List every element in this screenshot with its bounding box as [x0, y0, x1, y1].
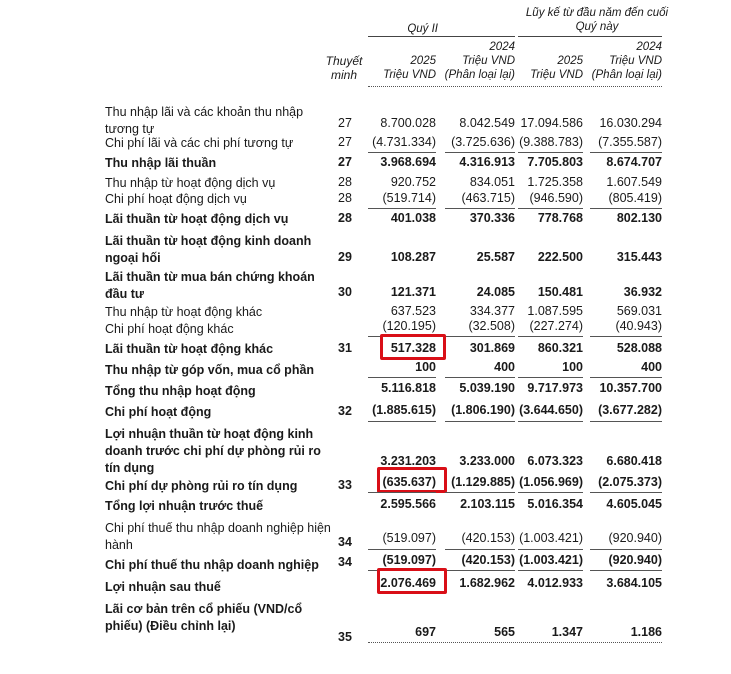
row-value: (3.644.650) — [519, 403, 583, 417]
row-value: 100 — [415, 360, 436, 374]
row-value: (9.388.783) — [519, 135, 583, 149]
row-value: 2.595.566 — [380, 497, 436, 511]
row-label: Thu nhập từ góp vốn, mua cổ phần — [105, 363, 315, 377]
row-value: 637.523 — [390, 304, 436, 318]
row-note: 34 — [338, 555, 352, 569]
row-value: 697 — [415, 625, 436, 639]
subtotal-rule — [445, 421, 515, 422]
row-value: (946.590) — [529, 191, 583, 205]
row-value: 3.233.000 — [459, 454, 515, 468]
subtotal-rule — [590, 421, 662, 422]
row-value: 6.680.418 — [606, 454, 662, 468]
subtotal-rule — [445, 549, 515, 550]
col3-unit: Triệu VND — [530, 69, 583, 81]
row-value: (1.003.421) — [519, 553, 583, 567]
col4-unit: Triệu VND — [609, 55, 662, 67]
row-note: 28 — [338, 211, 352, 225]
subtotal-rule — [445, 570, 515, 571]
row-value: 16.030.294 — [599, 116, 662, 130]
row-value: (1.056.969) — [519, 475, 583, 489]
row-label: Chi phí thuế thu nhập doanh nghiệp hiện hành — [105, 521, 331, 552]
row-value: 36.932 — [623, 285, 662, 299]
row-value: 1.607.549 — [606, 175, 662, 189]
row-value: 1.087.595 — [527, 304, 583, 318]
col2-restated: (Phân loại lại) — [444, 69, 515, 81]
subtotal-rule — [518, 549, 583, 550]
row-value: (920.940) — [608, 553, 662, 567]
row-value: 565 — [494, 625, 515, 639]
row-value: 334.377 — [469, 304, 515, 318]
row-label: Lợi nhuận thuần từ hoạt động kinh doanh trước chi phí dự phòng rủi ro tín dụng — [105, 427, 321, 475]
row-value: (2.075.373) — [598, 475, 662, 489]
subtotal-rule — [368, 208, 436, 209]
row-label: Thu nhập từ hoạt động dịch vụ — [105, 176, 276, 190]
row-value: (1.003.421) — [519, 531, 583, 545]
highlight-box — [377, 467, 447, 493]
row-value: (519.714) — [382, 191, 436, 205]
row-value: 100 — [562, 360, 583, 374]
row-value: (120.195) — [382, 319, 436, 333]
row-value: 7.705.803 — [527, 155, 583, 169]
row-note: 34 — [338, 535, 352, 549]
row-value: 802.130 — [616, 211, 662, 225]
row-value: (635.637) — [382, 475, 436, 489]
col1-unit: Triệu VND — [383, 69, 436, 81]
row-value: 108.287 — [390, 250, 436, 264]
subtotal-rule — [518, 570, 583, 571]
row-note: 28 — [338, 191, 352, 205]
row-value: 150.481 — [537, 285, 583, 299]
row-label: Chi phí dự phòng rủi ro tín dụng — [105, 479, 298, 493]
row-value: 401.038 — [390, 211, 436, 225]
row-label: Chi phí hoạt động dịch vụ — [105, 192, 247, 206]
col2-unit: Triệu VND — [462, 55, 515, 67]
row-label: Thu nhập lãi và các khoản thu nhập tương tự — [105, 105, 304, 136]
row-value: 4.316.913 — [459, 155, 515, 169]
subtotal-rule — [518, 377, 583, 378]
row-value: 1.682.962 — [459, 576, 515, 590]
row-value: 920.752 — [390, 175, 436, 189]
row-note: 27 — [338, 135, 352, 149]
row-value: 8.674.707 — [606, 155, 662, 169]
row-label: Lãi thuần từ hoạt động khác — [105, 342, 274, 356]
row-value: (1.806.190) — [451, 403, 515, 417]
row-value: 400 — [641, 360, 662, 374]
row-label: Lãi thuần từ mua bán chứng khoán đầu tư — [105, 270, 315, 301]
row-value: 569.031 — [616, 304, 662, 318]
col1-year: 2025 — [410, 55, 436, 67]
row-value: 778.768 — [537, 211, 583, 225]
row-value: 1.347 — [551, 625, 583, 639]
subtotal-rule — [445, 377, 515, 378]
row-value: 301.869 — [469, 341, 515, 355]
row-value: 5.016.354 — [527, 497, 583, 511]
subtotal-rule — [518, 336, 583, 337]
row-value: 222.500 — [537, 250, 583, 264]
row-value: 4.012.933 — [527, 576, 583, 590]
row-note: 29 — [338, 250, 352, 264]
row-label: Chi phí thuế thu nhập doanh nghiệp — [105, 558, 319, 572]
row-note: 27 — [338, 116, 352, 130]
row-value: (920.940) — [608, 531, 662, 545]
row-value: (519.097) — [382, 553, 436, 567]
row-value: (519.097) — [382, 531, 436, 545]
quarter-header: Quý II — [407, 23, 438, 35]
row-value: 5.116.818 — [381, 381, 436, 395]
row-value: (3.677.282) — [598, 403, 662, 417]
row-value: 315.443 — [616, 250, 662, 264]
highlight-box — [377, 568, 447, 594]
row-value: (32.508) — [468, 319, 515, 333]
row-value: 8.042.549 — [459, 116, 515, 130]
row-label: Chi phí hoạt động — [105, 405, 212, 419]
row-value: 4.605.045 — [606, 497, 662, 511]
highlight-box — [380, 334, 446, 360]
row-value: 121.371 — [390, 285, 436, 299]
row-label: Tổng thu nhập hoạt động — [105, 384, 256, 398]
row-value: (3.725.636) — [451, 135, 515, 149]
subtotal-rule — [590, 549, 662, 550]
row-value: 2.103.115 — [460, 497, 515, 511]
row-value: 834.051 — [469, 175, 515, 189]
row-note: 33 — [338, 478, 352, 492]
row-value: (805.419) — [608, 191, 662, 205]
row-value: 517.328 — [390, 341, 436, 355]
subtotal-rule — [368, 152, 436, 153]
row-value: (40.943) — [615, 319, 662, 333]
subtotal-rule — [518, 152, 583, 153]
subtotal-rule — [518, 492, 583, 493]
subtotal-rule — [518, 208, 583, 209]
row-label: Lãi thuần từ hoạt động kinh doanh ngoại hối — [105, 234, 312, 265]
row-label: Thu nhập từ hoạt động khác — [105, 305, 263, 319]
row-label: Tổng lợi nhuận trước thuế — [105, 499, 264, 513]
subtotal-rule — [518, 421, 583, 422]
footer-rule — [368, 642, 662, 643]
subtotal-rule — [445, 208, 515, 209]
subtotal-rule — [590, 208, 662, 209]
row-label: Lãi cơ bản trên cổ phiếu (VND/cổ phiếu) (Điều chỉnh lại) — [105, 602, 303, 633]
row-value: (420.153) — [461, 531, 515, 545]
row-value: (1.885.615) — [372, 403, 436, 417]
row-value: 528.088 — [616, 341, 662, 355]
cumulative-header: Lũy kế từ đầu năm đến cuối Quý này — [525, 7, 669, 33]
cumulative-header-rule — [518, 36, 662, 37]
row-value: 8.700.028 — [380, 116, 436, 130]
subtotal-rule — [368, 377, 436, 378]
row-value: 9.717.973 — [527, 381, 583, 395]
row-value: 17.094.586 — [520, 116, 583, 130]
row-value: 3.968.694 — [380, 155, 436, 169]
row-value: (227.274) — [529, 319, 583, 333]
note-column-header: Thuyết minh — [325, 54, 363, 82]
subtotal-rule — [590, 336, 662, 337]
col2-year: 2024 — [489, 41, 515, 53]
row-value: 1.186 — [630, 625, 662, 639]
col4-restated: (Phân loại lại) — [591, 69, 662, 81]
row-value: (420.153) — [461, 553, 515, 567]
row-value: 1.725.358 — [527, 175, 583, 189]
row-value: 25.587 — [476, 250, 515, 264]
row-label: Lợi nhuận sau thuế — [105, 580, 221, 594]
row-label: Thu nhập lãi thuần — [105, 156, 217, 170]
subtotal-rule — [445, 152, 515, 153]
row-value: 24.085 — [476, 285, 515, 299]
row-value: (463.715) — [461, 191, 515, 205]
row-value: 5.039.190 — [459, 381, 515, 395]
row-value: 2.076.469 — [380, 576, 436, 590]
row-value: (4.731.334) — [372, 135, 436, 149]
row-value: 860.321 — [537, 341, 583, 355]
subtotal-rule — [590, 492, 662, 493]
subtotal-rule — [445, 336, 515, 337]
col4-year: 2024 — [636, 41, 662, 53]
subtotal-rule — [368, 492, 436, 493]
row-value: 3.231.203 — [380, 454, 436, 468]
row-value: 400 — [494, 360, 515, 374]
row-value: 10.357.700 — [599, 381, 662, 395]
row-note: 31 — [338, 341, 352, 355]
row-note: 28 — [338, 175, 352, 189]
row-value: 6.073.323 — [527, 454, 583, 468]
row-note: 30 — [338, 285, 352, 299]
subtotal-rule — [368, 421, 436, 422]
row-value: (1.129.885) — [451, 475, 515, 489]
subtotal-rule — [445, 492, 515, 493]
subtotal-rule — [590, 152, 662, 153]
row-value: 370.336 — [469, 211, 515, 225]
subtotal-rule — [590, 570, 662, 571]
row-value: (7.355.587) — [598, 135, 662, 149]
row-note: 32 — [338, 404, 352, 418]
col3-year: 2025 — [557, 55, 583, 67]
quarter-header-rule — [368, 36, 515, 37]
row-note: 27 — [338, 155, 352, 169]
row-note: 35 — [338, 630, 352, 644]
subtotal-rule — [368, 549, 436, 550]
row-label: Chi phí hoạt động khác — [105, 322, 234, 336]
row-label: Lãi thuần từ hoạt động dịch vụ — [105, 212, 289, 226]
row-label: Chi phí lãi và các chi phí tương tự — [105, 136, 294, 150]
subtotal-rule — [590, 377, 662, 378]
header-bottom-rule — [368, 86, 662, 87]
row-value: 3.684.105 — [606, 576, 662, 590]
